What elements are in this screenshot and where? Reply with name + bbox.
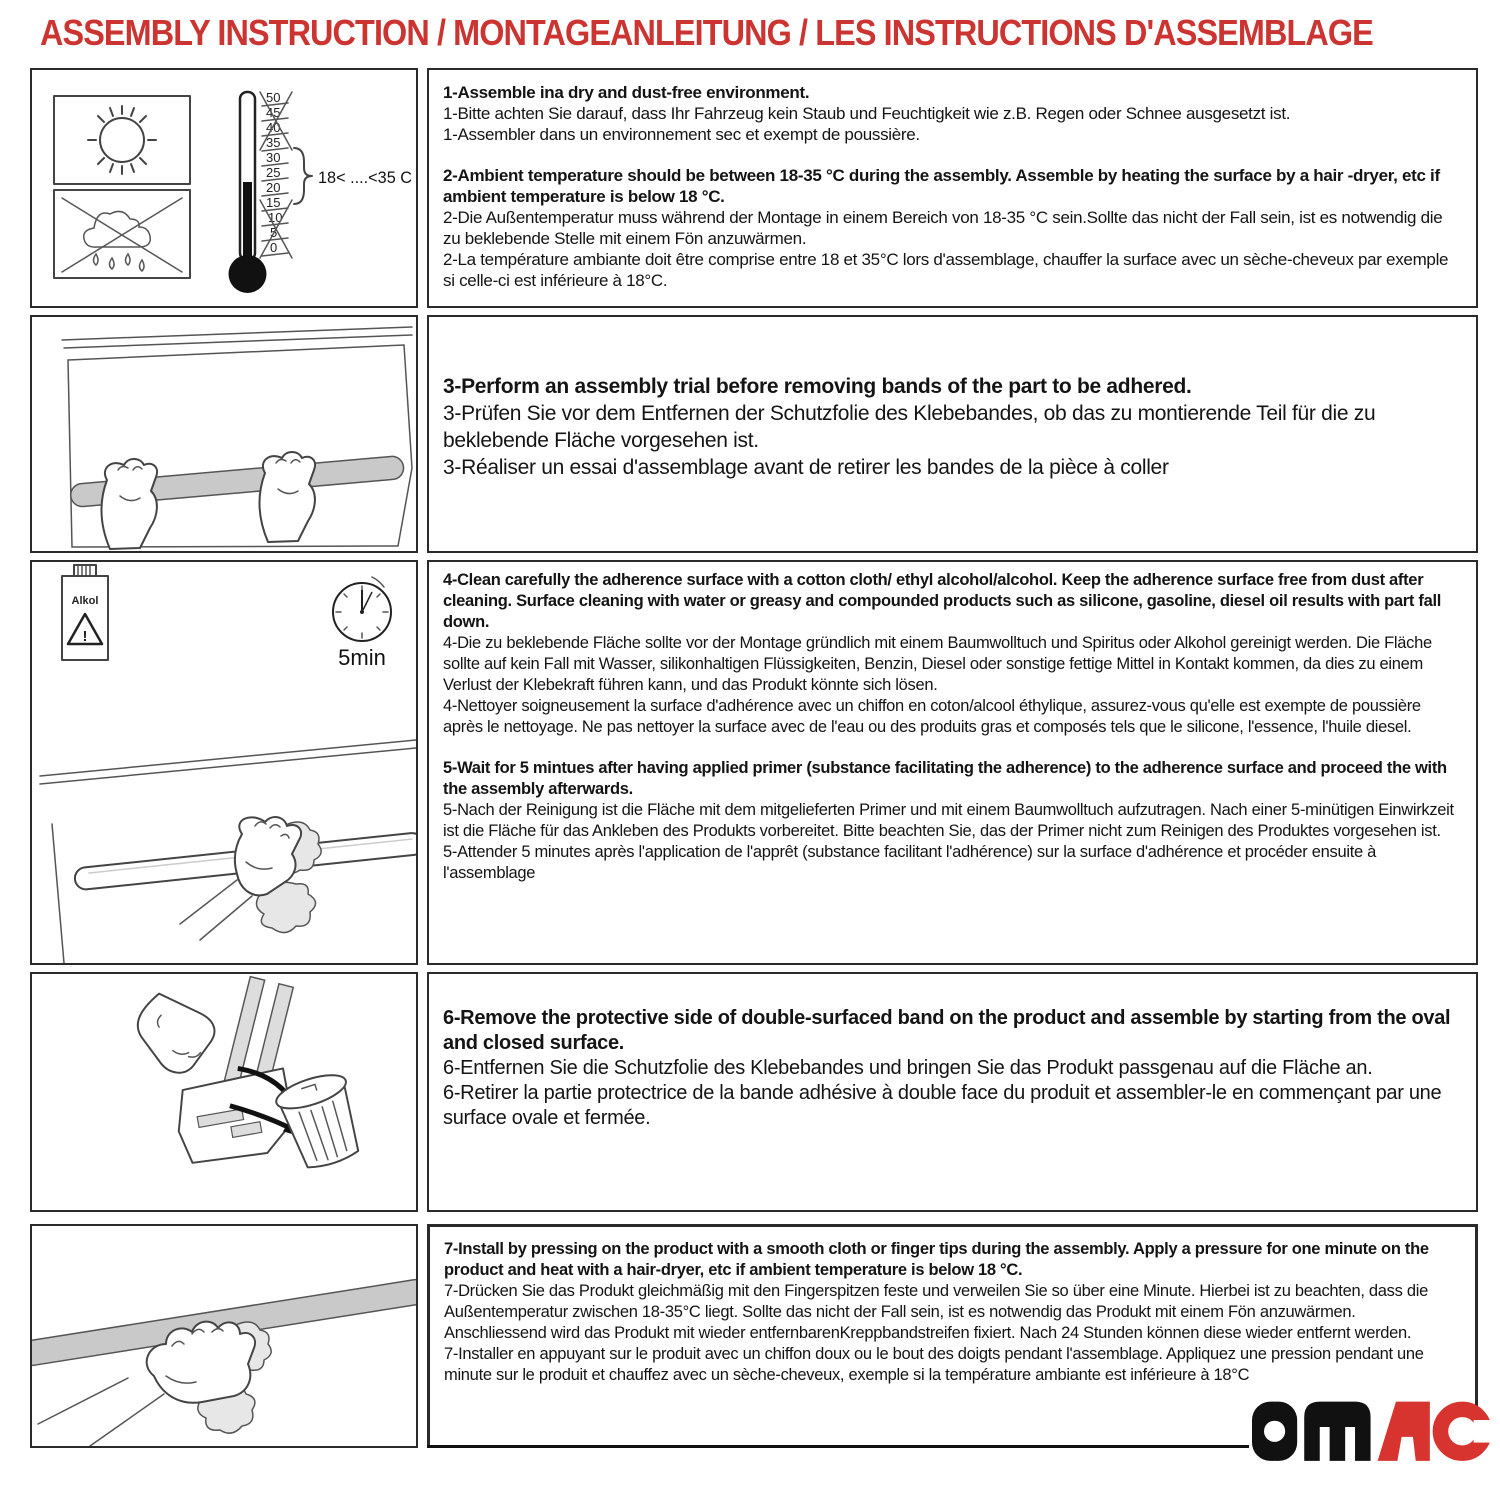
svg-text:0: 0 xyxy=(270,240,278,255)
trash-can-icon xyxy=(273,1068,369,1174)
alcohol-clock-wipe-icon xyxy=(32,562,416,963)
thermometer-icon xyxy=(229,90,413,293)
pinching-hand xyxy=(138,994,215,1073)
hand-right xyxy=(260,452,315,542)
peel-band-illustration xyxy=(30,972,418,1212)
page-title: ASSEMBLY INSTRUCTION / MONTAGEANLEITUNG / LES INSTRUCTIONS D'ASSEMBLAGE xyxy=(40,12,1373,53)
svg-text:5: 5 xyxy=(270,225,278,240)
step6-fr: 6-Retirer la partie protectrice de la bande adhésive à double face du produit et assembler-le en commençant par une surface ovale et fermée. xyxy=(443,1082,1442,1129)
svg-text:30: 30 xyxy=(266,150,281,165)
cleaning-illustration xyxy=(30,560,418,965)
section-cleaning-primer xyxy=(30,560,1478,965)
instructions-step-3 xyxy=(427,315,1478,553)
step4-en: 4-Clean carefully the adherence surface with a cotton cloth/ ethyl alcohol/alcohol. Keep the adherence surface free from dust after cleaning. Surface cleaning with water or greasy and compounded products such as silicone, gasoline, diesel oil results with part fall down. xyxy=(443,571,1442,631)
svg-text:40: 40 xyxy=(266,120,281,135)
instructions-step-6 xyxy=(427,972,1478,1212)
svg-text:35: 35 xyxy=(266,135,281,150)
svg-text:20: 20 xyxy=(266,180,281,195)
step4-de: 4-Die zu beklebende Fläche sollte vor der Montage gründlich mit einem Baumwolltuch und Spiritus oder Alkohol gereinigt werden. Die Fläche sollte auf kein Fall mit Wasser, silikonhaltigen Flüssigkeiten, Benzin, Diesel oder sonstige fettige Mittel in Kontakt kommen, da dies zu einem Verlust der Klebekraft führen kann, und das Produkt könnte sich lösen. xyxy=(443,634,1432,694)
omac-logo xyxy=(1252,1396,1492,1492)
step5-fr: 5-Attender 5 minutes après l'application de l'apprêt (substance facilitant l'adhérence) sur la surface d'adhérence et procéder ensuite à l'assemblage xyxy=(443,843,1377,882)
wiping-hand xyxy=(180,817,321,940)
svg-text:50: 50 xyxy=(266,90,281,105)
hand-left xyxy=(102,459,157,549)
door-trim-hands-icon xyxy=(32,317,416,551)
peel-strips-trash-icon xyxy=(32,974,416,1210)
step6-de: 6-Entfernen Sie die Schutzfolie des Klebebandes und bringen Sie das Produkt passgenau auf die Fläche an. xyxy=(443,1057,1373,1079)
bottle-label: Alkol xyxy=(71,595,99,607)
svg-text:10: 10 xyxy=(268,210,283,225)
svg-text:45: 45 xyxy=(266,105,281,120)
trial-illustration xyxy=(30,315,418,553)
step1-en: 1-Assemble ina dry and dust-free environment. xyxy=(443,83,810,102)
instructions-step-1-2 xyxy=(427,68,1478,308)
alcohol-bottle-icon xyxy=(62,565,108,660)
step7-en: 7-Install by pressing on the product with a smooth cloth or finger tips during the assembly. Apply a pressure for one minute on the product and heat with a hair-dryer, etc if ambient temperature is below 18 °C. xyxy=(444,1240,1429,1279)
section-environment-temperature xyxy=(30,68,1478,308)
step5-de: 5-Nach der Reinigung ist die Fläche mit dem mitgelieferten Primer und mit einem Baumwolltuch aufzutragen. Nach einer 5-minütigen Einwirkzeit ist die Fläche für das Ankleben des Produkts vorbereitet. Bitte beachten Sie, das der Primer nicht zum Reinigen des Produktes vorgesehen ist. xyxy=(443,801,1454,840)
environment-illustration xyxy=(30,68,418,308)
step6-en: 6-Remove the protective side of double-surfaced band on the product and assemble by starting from the oval and closed surface. xyxy=(443,1007,1451,1054)
step4-fr: 4-Nettoyer soigneusement la surface d'adhérence avec un chiffon en coton/alcool éthylique, assurez-vous qu'elle est exempte de poussière après le nettoyage. Ne pas nettoyer la surface avec de l'eau ou des produits gras et composés tels que le silicone, l'essence, l'huile diesel. xyxy=(443,697,1421,736)
logo-red-letters xyxy=(1378,1402,1492,1461)
bottom-border-line xyxy=(427,1445,1249,1448)
section-remove-band xyxy=(30,972,1478,1212)
step3-de: 3-Prüfen Sie vor dem Entfernen der Schutzfolie des Klebebandes, ob das zu montierende Teil für die zu beklebende Fläche vorgesehen ist. xyxy=(443,402,1376,452)
press-hand-strip-icon xyxy=(32,1226,416,1446)
section-assembly-trial xyxy=(30,315,1478,553)
logo-black-letters xyxy=(1252,1402,1371,1461)
svg-text:15: 15 xyxy=(266,195,281,210)
five-minutes-label: 5min xyxy=(338,645,386,670)
press-illustration xyxy=(30,1224,418,1448)
step7-de: 7-Drücken Sie das Produkt gleichmäßig mit den Fingerspitzen feste und verweilen Sie so über eine Minute. Hierbei ist zu beachten, dass die Außentemperatur zwischen 18-35°C liegt. Sollte das nicht der Fall sein, ist es notwendig das Produkt mit einem Fön anzuwärmen. Anschliessend wird das Produkt mit wieder entfernbarenKreppbandstreifen fixiert. Nach 24 Stunden können diese wieder entfernt werden. xyxy=(444,1282,1428,1342)
step2-fr: 2-La température ambiante doit être comprise entre 18 et 35°C lors d'assemblage, chauffer la surface avec un sèche-cheveux par exemple si celle-ci est inférieure à 18°C. xyxy=(443,250,1449,290)
step3-en: 3-Perform an assembly trial before removing bands of the part to be adhered. xyxy=(443,375,1192,398)
instructions-step-4-5 xyxy=(427,560,1478,965)
warning-exclamation: ! xyxy=(82,628,88,645)
omac-logo-graphic xyxy=(1252,1396,1492,1467)
svg-text:25: 25 xyxy=(266,165,281,180)
step5-en: 5-Wait for 5 mintues after having applied primer (substance facilitating the adherence) to the adherence surface and proceed the with the assembly afterwards. xyxy=(443,759,1447,798)
clock-icon xyxy=(333,577,391,670)
step1-fr: 1-Assembler dans un environnement sec et exempt de poussière. xyxy=(443,125,920,144)
step2-en: 2-Ambient temperature should be between 18-35 °C during the assembly. Assemble by heating the surface by a hair -dryer, etc if ambient temperature is below 18 °C. xyxy=(443,166,1440,206)
step3-fr: 3-Réaliser un essai d'assemblage avant de retirer les bandes de la pièce à coller xyxy=(443,456,1169,479)
sun-rain-thermometer-icon xyxy=(32,70,416,306)
step1-de: 1-Bitte achten Sie darauf, dass Ihr Fahrzeug kein Staub und Feuchtigkeit wie z.B. Regen oder Schnee ausgesetzt ist. xyxy=(443,104,1291,123)
step2-de: 2-Die Außentemperatur muss während der Montage in einem Bereich von 18-35 °C sein.Sollte das nicht der Fall sein, ist es notwendig die zu beklebende Stelle mit einem Fön anzuwärmen. xyxy=(443,208,1443,248)
temperature-range-label: 18< ....<35 C xyxy=(318,168,412,187)
step7-fr: 7-Installer en appuyant sur le produit avec un chiffon doux ou le bout des doigts pendant l'assemblage. Appliquez une pression pendant une minute sur le produit et chauffez avec un sèche-cheveux, exemple si la température ambiante est inférieure à 18°C xyxy=(444,1345,1424,1384)
